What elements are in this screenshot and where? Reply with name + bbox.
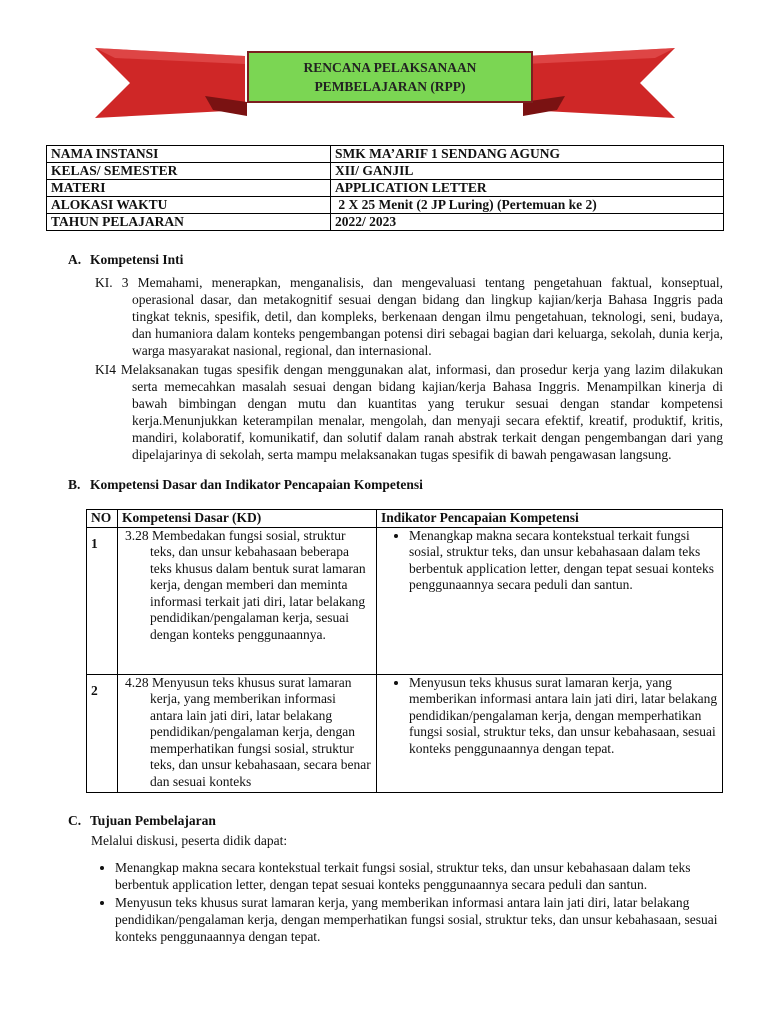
- identity-key: ALOKASI WAKTU: [47, 197, 331, 214]
- list-item: • Menangkap makna secara kontekstual terkait fungsi sosial, struktur teks, dan unsur kebahasaan dalam teks berbentuk application letter, dengan tepat sesuai konteks penggunaannya secara peduli dan santun.: [115, 859, 747, 893]
- identity-row: [47, 214, 724, 231]
- identity-row: [47, 163, 724, 180]
- indicator-item: • Menangkap makna secara kontekstual terkait fungsi sosial, struktur teks, dan unsur kebahasaan dalam teks berbentuk application letter, dengan tepat sesuai konteks penggunaannya secara peduli dan santun.: [409, 528, 718, 594]
- banner-title-line2: PEMBELAJARAN (RPP): [314, 79, 466, 94]
- ki3-text: KI. 3 Memahami, menerapkan, menganalisis, dan mengevaluasi tentang pengetahuan faktual, konseptual, operasional dasar, dan metakognitif sesuai dengan bidang dan lingkup kajian/kerja Bahasa Inggris pada tingkat teknis, spesifik, detil, dan kompleks, berkenaan dengan ilmu pengetahuan, teknologi, seni, budaya, dan humaniora dalam konteks pengembangan potensi diri sebagai bagian dari keluarga, sekolah, dunia kerja, warga masyarakat nasional, regional, dan internasional.: [95, 275, 723, 358]
- section-b-heading: [68, 477, 423, 493]
- ki4-text: KI4 Melaksanakan tugas spesifik dengan menggunakan alat, informasi, dan prosedur kerja yang lazim dilakukan serta memecahkan masalah sesuai dengan bidang kajian/kerja Bahasa Inggris. Menampilkan kinerja di bawah bimbingan dengan mutu dan kuantitas yang terukur sesuai dengan standar kompetensi kerja.Menunjukkan keterampilan menalar, mengolah, dan menyaji secara efektif, kreatif, produktif, kritis, mandiri, kolaboratif, komunikatif, dan solutif dalam ranah abstrak terkait dengan pengembangan dari yang dipelajarinya di sekolah, serta mampu melaksanakan tugas spesifik di bawah pengawasan langsung.: [95, 362, 723, 462]
- kd-cell: [118, 674, 377, 792]
- section-c-intro: Melalui diskusi, peserta didik dapat:: [91, 833, 288, 848]
- identity-row: [47, 180, 724, 197]
- identity-value: 2022/ 2023: [331, 214, 724, 231]
- objectives-list: [91, 859, 747, 946]
- header-kd: Kompetensi Dasar (KD): [118, 510, 377, 528]
- banner-title-line1: RENCANA PELAKSANAAN: [303, 60, 477, 75]
- header-no: NO: [87, 510, 118, 528]
- identity-row: [47, 146, 724, 163]
- section-a-heading: [68, 252, 183, 268]
- table-row: [87, 674, 723, 792]
- indicator-cell: [377, 527, 723, 674]
- identity-key: KELAS/ SEMESTER: [47, 163, 331, 180]
- competency-table: [86, 509, 723, 793]
- kd-cell: [118, 527, 377, 674]
- banner-title-box: [247, 51, 533, 103]
- identity-table: [46, 145, 724, 231]
- identity-key: MATERI: [47, 180, 331, 197]
- identity-value: XII/ GANJIL: [331, 163, 724, 180]
- identity-value: 2 X 25 Menit (2 JP Luring) (Pertemuan ke 2): [331, 197, 724, 214]
- indicator-item: • Menyusun teks khusus surat lamaran kerja, yang memberikan informasi antara lain jati diri, latar belakang pendidikan/pengalaman kerja, dengan memperhatikan fungsi sosial, struktur teks, dan unsur kebahasaan, sesuai konteks penggunaannya dengan tepat.: [409, 675, 718, 758]
- section-b-title: Kompetensi Dasar dan Indikator Pencapaian Kompetensi: [90, 477, 423, 492]
- identity-value: APPLICATION LETTER: [331, 180, 724, 197]
- header-indicator: Indikator Pencapaian Kompetensi: [377, 510, 723, 528]
- table-header-row: [87, 510, 723, 528]
- section-c-heading: [68, 813, 216, 829]
- table-row: [87, 527, 723, 674]
- section-a-letter: A.: [68, 252, 82, 267]
- row-number: 1: [87, 527, 118, 674]
- indicator-cell: [377, 674, 723, 792]
- kd-text: 4.28 Menyusun teks khusus surat lamaran kerja, yang memberikan informasi antara lain jati diri, latar belakang pendidikan/pengalaman kerja, dengan memperhatikan fungsi sosial, struktur teks, dan unsur kebahasaan, secara benar dan sesuai konteks: [125, 674, 371, 789]
- section-b-letter: B.: [68, 477, 81, 492]
- ki3-paragraph: [95, 274, 723, 359]
- row-number: 2: [87, 674, 118, 792]
- identity-row: [47, 197, 724, 214]
- kd-text: 3.28 Membedakan fungsi sosial, struktur teks, dan unsur kebahasaan beberapa teks khusus dalam bentuk surat lamaran kerja, dengan memberi dan meminta informasi terkait jati diri, latar belakang pendidikan/pengalaman kerja, sesuai dengan konteks penggunaannya.: [125, 527, 366, 642]
- identity-key: TAHUN PELAJARAN: [47, 214, 331, 231]
- section-c-title: Tujuan Pembelajaran: [90, 813, 216, 828]
- title-banner: [95, 38, 675, 128]
- section-c-letter: C.: [68, 813, 82, 828]
- list-item: • Menyusun teks khusus surat lamaran kerja, yang memberikan informasi antara lain jati diri, latar belakang pendidikan/pengalaman kerja, dengan memperhatikan fungsi sosial, struktur teks, dan unsur kebahasaan, sesuai konteks penggunaannya dengan tepat.: [115, 894, 747, 945]
- identity-value: SMK MA’ARIF 1 SENDANG AGUNG: [331, 146, 724, 163]
- identity-key: NAMA INSTANSI: [47, 146, 331, 163]
- section-a-title: Kompetensi Inti: [90, 252, 184, 267]
- ki4-paragraph: [95, 361, 723, 463]
